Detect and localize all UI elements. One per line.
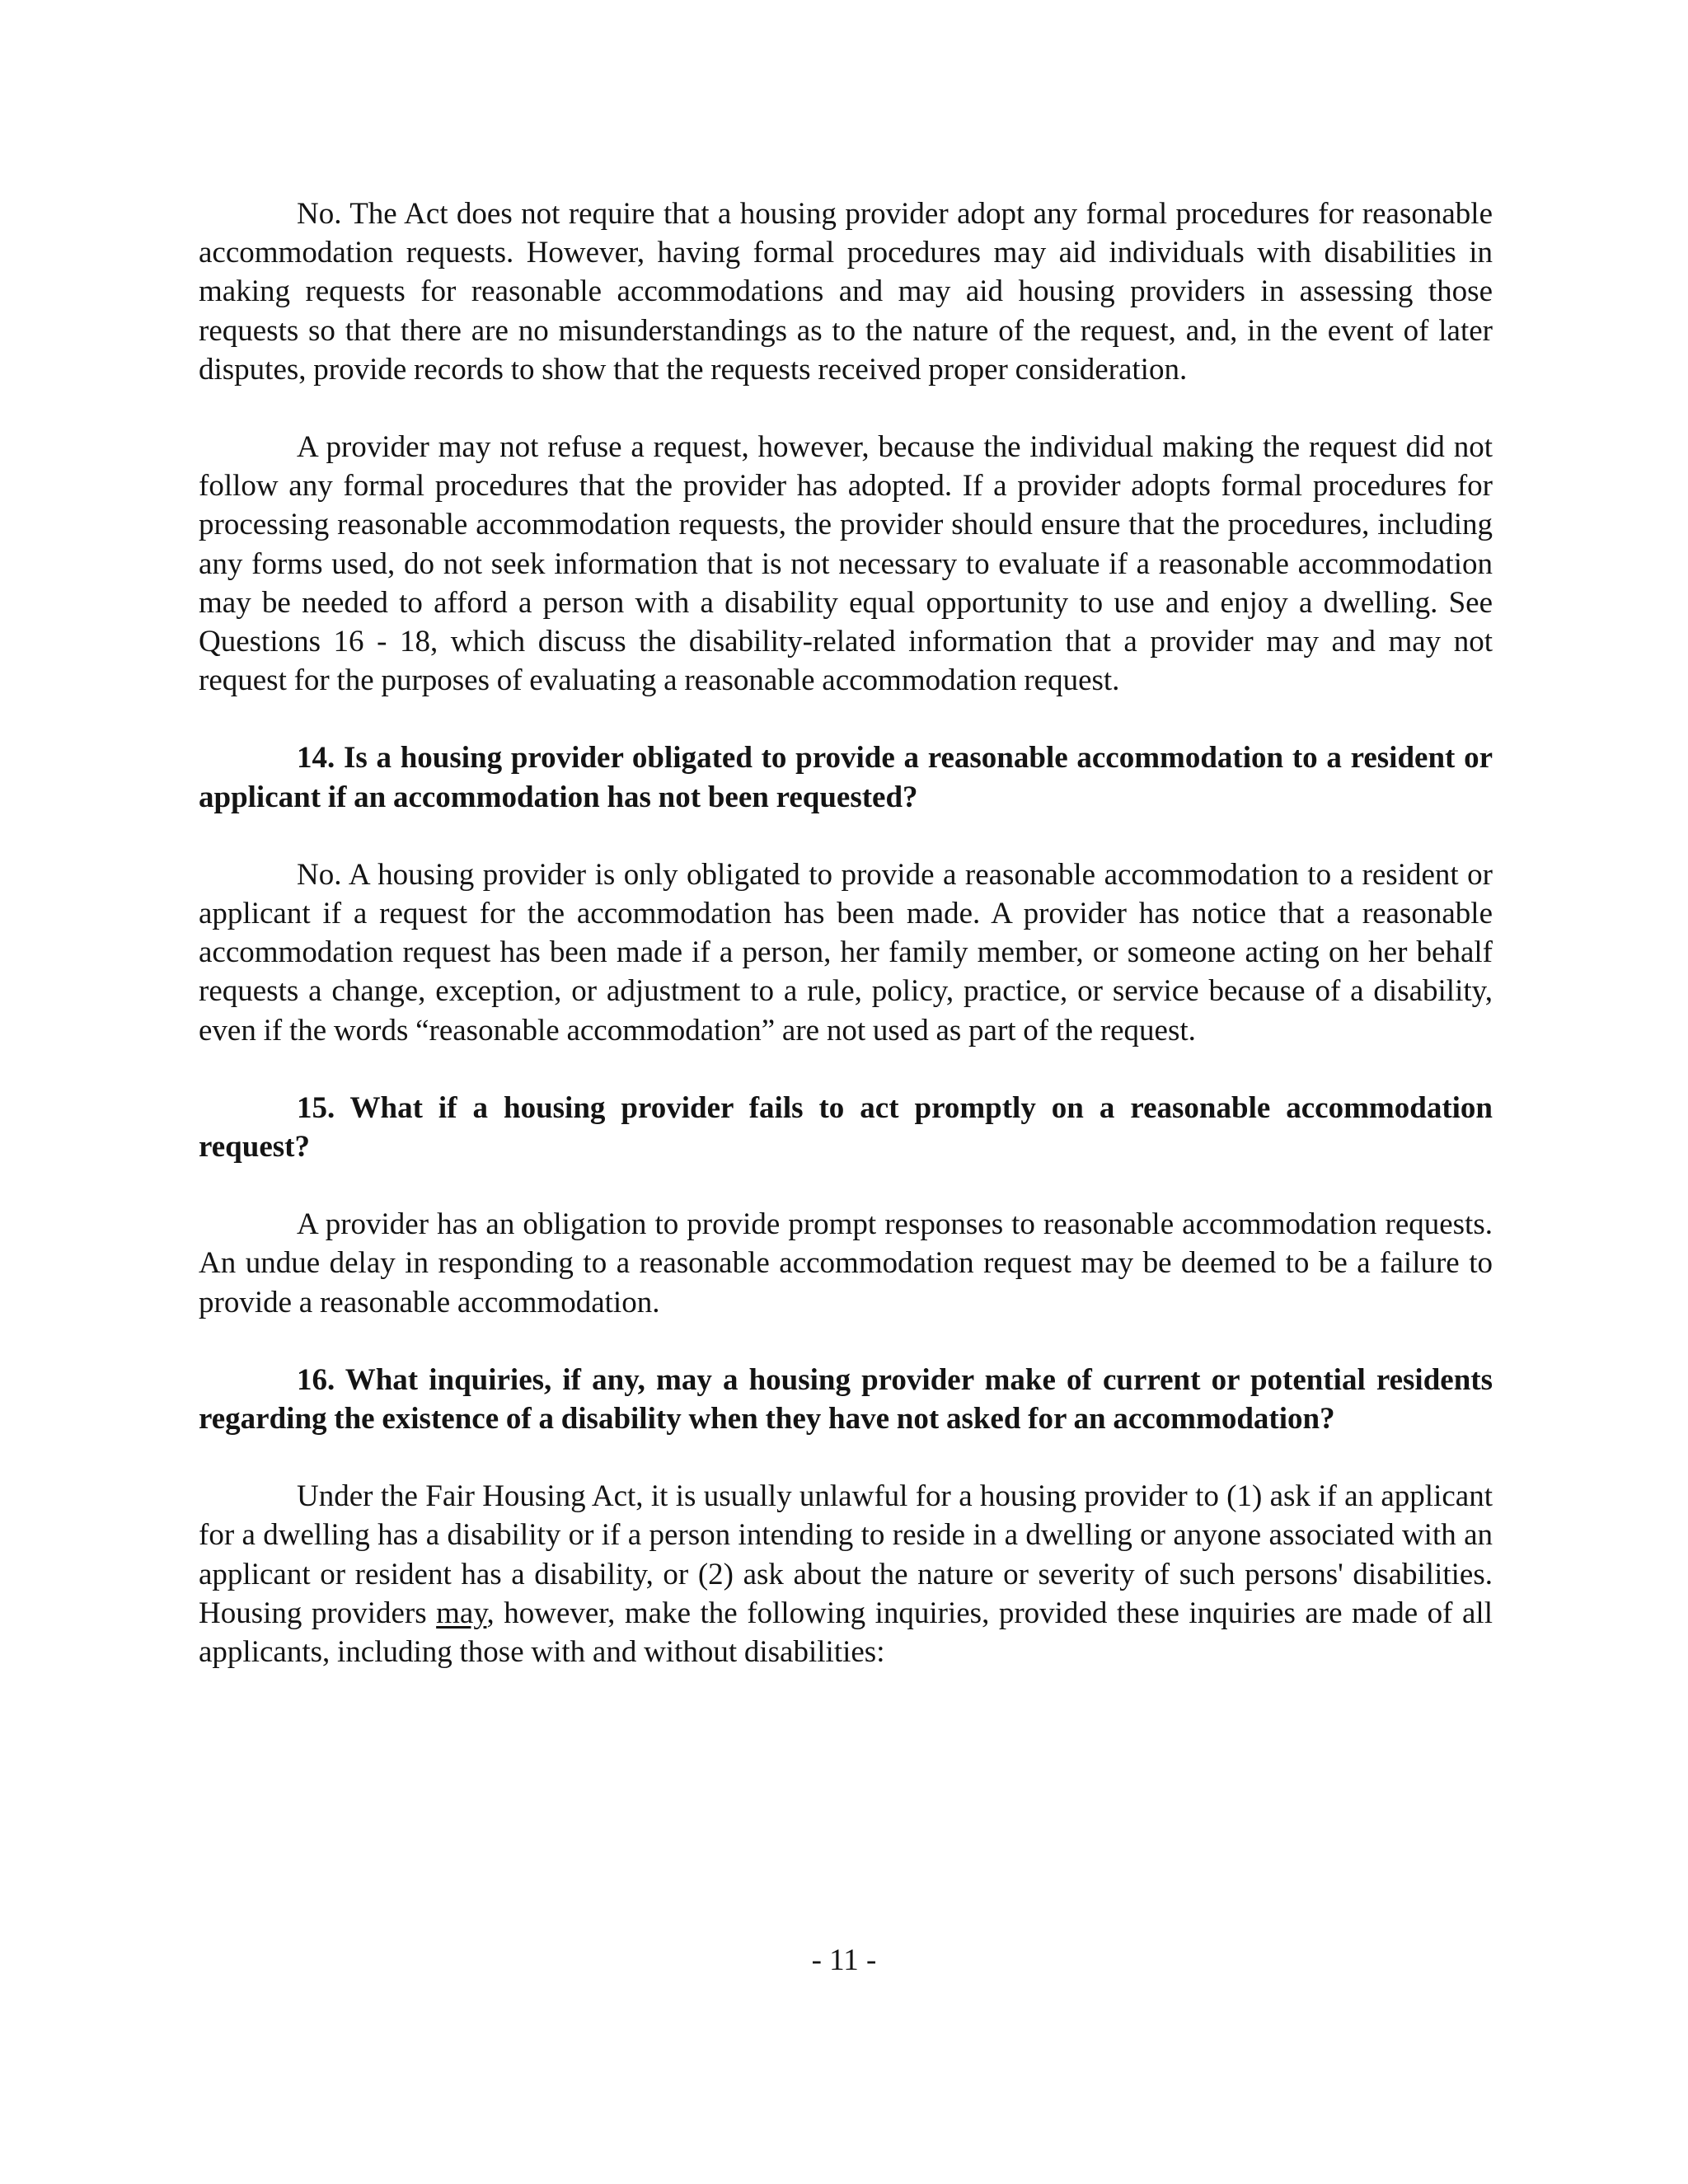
question-heading-14: 14. Is a housing provider obligated to provide a reasonable accommodation to a resident or applicant if an accommodation has not been requested? bbox=[199, 741, 1493, 814]
page-number: - 11 - bbox=[811, 1943, 877, 1977]
body-paragraph: A provider has an obligation to provide prompt responses to reasonable accommodation requests. An undue delay in responding to a reasonable accommodation request may be deemed to be a failure to provide a reasonable accommodation. bbox=[199, 1207, 1493, 1319]
body-paragraph: No. A housing provider is only obligated to provide a reasonable accommodation to a resident or applicant if a request for the accommodation has been made. A provider has notice that a reasonable accommodation request has been made if a person, her family member, or someone acting on her behalf requests a change, exception, or adjustment to a rule, policy, practice, or service because of a disability, even if the words “reasonable accommodation” are not used as part of the request. bbox=[199, 857, 1493, 1047]
paragraph-gap bbox=[199, 1438, 1493, 1477]
body-paragraph: A provider may not refuse a request, however, because the individual making the request did not follow any formal procedures that the provider has adopted. If a provider adopts formal procedures for processing reasonable accommodation requests, the provider should ensure that the procedures, including any forms used, do not seek information that is not necessary to evaluate if a reasonable accommodation may be needed to afford a person with a disability equal opportunity to use and enjoy a dwelling. See Questions 16 - 18, which discuss the disability-related information that a provider may and may not request for the purposes of evaluating a reasonable accommodation request. bbox=[199, 430, 1493, 698]
body-paragraph: No. The Act does not require that a housing provider adopt any formal procedures for reasonable accommodation requests. However, having formal procedures may aid individuals with disabilities in making requests for reasonable accommodations and may aid housing providers in assessing those requests so that there are no misunderstandings as to the nature of the request, and, in the event of later disputes, provide records to show that the requests received proper consideration. bbox=[199, 197, 1493, 387]
paragraph-gap bbox=[199, 1322, 1493, 1361]
paragraph-gap bbox=[199, 1050, 1493, 1089]
document-page bbox=[199, 194, 1493, 1671]
question-heading-15: 15. What if a housing provider fails to act promptly on a reasonable accommodation request? bbox=[199, 1090, 1493, 1165]
underlined-may: may bbox=[436, 1596, 487, 1630]
final-paragraph-before: Under the Fair Housing Act, it is usually unlawful for a housing provider to (1) ask if an applicant for a dwelling has a disability or if a person intending to reside in a dwelling or anyone associated with an applicant or resident has a disability, or (2) ask about the nature or severity of such persons' disabilities. Housing providers bbox=[199, 1479, 1493, 1630]
final-paragraph bbox=[199, 1477, 1493, 1671]
paragraph-gap bbox=[199, 389, 1493, 428]
paragraph-gap bbox=[199, 817, 1493, 855]
question-heading-16: 16. What inquiries, if any, may a housing provider make of current or potential residents regarding the existence of a disability when they have not asked for an accommodation? bbox=[199, 1362, 1493, 1436]
paragraph-gap bbox=[199, 700, 1493, 738]
paragraph-gap bbox=[199, 1166, 1493, 1205]
final-paragraph-after: , however, make the following inquiries, provided these inquiries are made of all applicants, including those with and without disabilities: bbox=[199, 1596, 1493, 1670]
